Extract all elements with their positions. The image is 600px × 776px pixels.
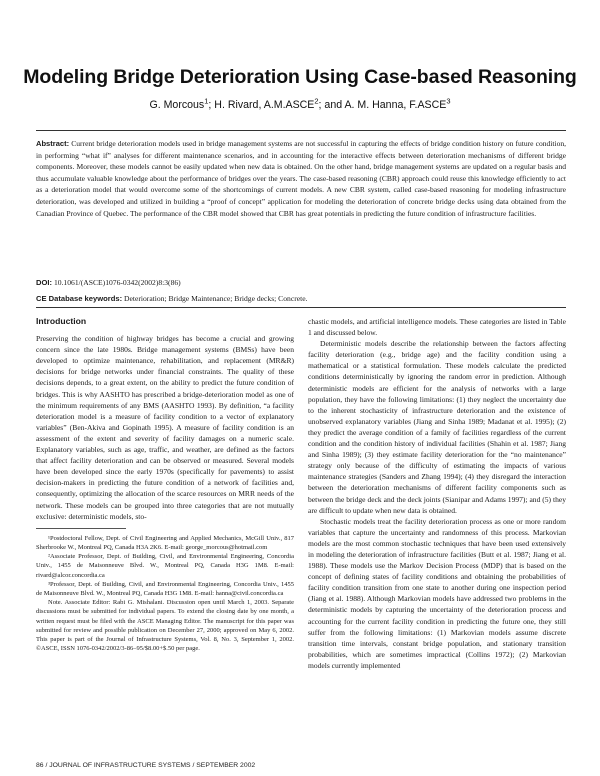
abstract-top-rule [36,130,566,131]
page-footer: 86 / JOURNAL OF INFRASTRUCTURE SYSTEMS / SEPTEMBER 2002 [36,762,256,769]
doi-line [36,278,181,287]
section-heading-introduction: Introduction [36,316,87,326]
author-1: G. Morcous$^1$; [149,96,215,111]
footnote-2: ²Associate Professor, Dept. of Building, Civil, and Environmental Engineering, Concordia Univ., 1455 de Maisonneuve Blvd. W., Montreal PQ, Canada H3G 1M8. E-mail: rivard@alcor.concordia.ca [36,553,294,579]
abstract-block [36,138,566,219]
author-3: A. M. Hanna, F.ASCE$^3$ [344,96,451,111]
left-column [36,316,294,653]
doi-value[interactable]: 10.1061/(ASCE)1076-0342(2002)8:3(86) [53,278,181,287]
keywords-value: Deterioration; Bridge Maintenance; Bridge decks; Concrete. [124,294,308,303]
footnote-1: ¹Postdoctoral Fellow, Dept. of Civil Engineering and Applied Mechanics, McGill Univ., 817 Sherbrooke W., Montreal PQ, Canada H3A 2K6. E-mail: george_morcous@hotmail.com [36,534,294,551]
editor-note: Note. Associate Editor: Rabi G. Mishalani. Discussion open until March 1, 2003. Separate discussions must be submitted for individual papers. To extend the closing date by one month, a written request must be filed with the ASCE Managing Editor. The manuscript for this paper was submitted for review and possible publication on December 27, 2000; approved on May 6, 2002. This paper is part of the Journal of Infrastructure Systems, Vol. 8, No. 3, September 1, 2002. ©ASCE, ISSN 1076-0342/2002/3-86–95/$8.00+$.50 per page. [36,599,294,653]
abstract-bottom-rule [36,307,566,308]
right-paragraph-2: Deterministic models describe the relationship between the factors affecting facility deterioration (e.g., bridge age) and the facility condition using a mathematical or a statistical formulation. These models calculate the predicted conditions deterministically by ignoring the random error in prediction. Although deterministic models are efficient for the analysis of networks with a large population, they have the following limitations: (1) they neglect the uncertainty due to the inherent stochasticity of infrastructure deterioration and the existence of unobserved explanatory variables (Jiang and Sinha 1989; Madanat et al. 1995); (2) they predict the average condition of a family of facilities regardless of the current condition and the condition history of individual facilities (Shahin et al. 1987; Jiang and Sinha 1989); (3) they estimate facility deterioration for the “no maintenance” strategy only because of the difficulty of estimating the impacts of various maintenance strategies (Sanders and Zhang 1994); (4) they disregard the interaction between the deterioration mechanisms of different facility components such as between the bridge deck and the deck joints (Sianipar and Adams 1997); and (5) they are difficult to update when new data is obtained. [308,339,566,515]
abstract-label: Abstract: [36,139,70,148]
footnote-3: ³Professor, Dept. of Building, Civil, and Environmental Engineering, Concordia Univ., 1455 de Maisonneuve Blvd. W., Montreal PQ, Canada H3G 1M8. E-mail: hanna@civil.concordia.ca [36,580,294,597]
intro-paragraph: Preserving the condition of highway bridges has become a crucial and growing concern since the late 1980s. Bridge management systems (BMSs) have been developed to optimize maintenance, rehabilitation, and replacement (MR&R) decisions for bridge networks under financial constraints. The quality of these decisions depends, to a great extent, on the ability to predict the future condition of bridges. This is why AASHTO has prescribed a bridge-deterioration model as one of the minimum requirements of any BMS (AASHTO 1993). By definition, “a facility deterioration model is a measure of facility condition to a vector of explanatory variables” (Ben-Akiva and Gopinath 1995). A measure of facility condition is an assessment of the extent and severity of facility damages on a numeric scale. Explanatory variables, such as age, traffic, and weather, are defined as the factors that affect facility deterioration and can be observed or measured. Several models have been developed since the early 1970s (specifically for pavements) to assist decision-makers in predicting the future condition of a network of facilities and, consequently, optimizing the allocation of the scarce resources on MRR needs of the network. These models can be grouped into three categories that are not mutually exclusive: deterministic models, sto- [36,334,294,521]
author-2: H. Rivard, A.M.ASCE$^2$; and [214,96,345,111]
keywords-label: CE Database keywords: [36,294,123,303]
right-paragraph-3: Stochastic models treat the facility deterioration process as one or more random variables that capture the uncertainty and randomness of this process. Markovian models are the most common stochastic techniques that have been used extensively in modeling the deterioration of infrastructure facilities (Butt et al. 1987; Jiang et al. 1988). These models use the Markov Decision Process (MDP) that is based on the concept of defining states of facility conditions and obtaining the probabilities of facility condition transition from one state to another during one inspection period (Jiang et al. 1988). Although Markovian models have addressed two problems in the deterministic models by capturing the uncertainty of the deterioration process and accounting for the current facility condition in predicting the future one, they still suffer from the following limitations: (1) Markovian models assume discrete transition time intervals, constant bridge population, and stationary transition probabilities, which are sometimes impractical (Collins 1972); (2) Markovian models currently implemented [308,516,566,670]
paper-title: Modeling Bridge Deterioration Using Case-based Reasoning [23,66,577,88]
abstract-text: Current bridge deterioration models used in bridge management systems are not successful in capturing the effects of bridge condition history on future condition, in performing “what if” analyses for different maintenance scenarios, and in accounting for the interactive effects between deterioration mechanisms of different bridge components. Moreover, these models cannot be easily updated when new data is obtained. On the other hand, bridge management systems are updated on a regular basis and thus accumulate valuable knowledge about the performance of bridges over the years. The case-based reasoning (CBR) approach could reuse this knowledge efficiently to act as a deterioration model that would overcome some of the shortcomings of current models. A new CBR system, called case-based reasoning for modeling infrastructure deterioration, was developed and utilized in building a “proof of concept” application for modeling the deterioration of concrete bridge decks using data obtained from the Canadian Province of Quebec. The performance of the CBR model showed that CBR has great potentials in predicting the future condition of infrastructure facilities. [36,139,566,218]
doi-label: DOI: [36,278,53,287]
right-column [308,316,566,671]
right-paragraph-1: chastic models, and artificial intelligence models. These categories are listed in Table 1 and discussed below. [308,317,566,338]
footnote-divider [36,528,126,529]
author-line [0,96,600,111]
keywords-line [36,294,307,303]
